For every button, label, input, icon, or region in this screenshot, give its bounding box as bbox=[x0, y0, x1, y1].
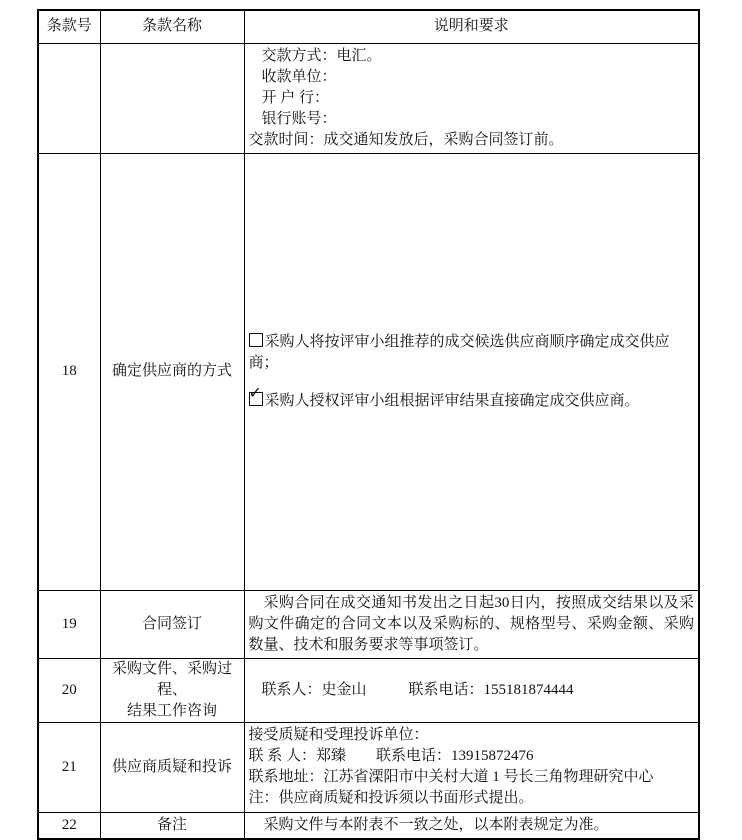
header-clause-no: 条款号 bbox=[38, 10, 100, 43]
complaint-address-line: 联系地址：江苏省溧阳市中关村大道 1 号长三角物理研究中心 bbox=[248, 769, 654, 785]
clause-desc-cell bbox=[244, 722, 699, 812]
table-row-22 bbox=[38, 812, 699, 839]
clause-name-cell: 合同签订 bbox=[100, 590, 244, 658]
remark-text: 采购文件与本附表不一致之处，以本附表规定为准。 bbox=[263, 816, 609, 833]
table-row-21 bbox=[38, 722, 699, 812]
header-clause-name: 条款名称 bbox=[100, 10, 244, 43]
contact-person: 联系人：史金山 bbox=[261, 681, 367, 698]
clause-no-cell: 19 bbox=[38, 590, 100, 658]
payment-method-line: 交款方式：电汇。 bbox=[261, 47, 382, 64]
checkbox-unchecked-icon bbox=[249, 333, 263, 347]
consult-contact-line bbox=[249, 680, 695, 701]
supplier-option-2 bbox=[248, 382, 695, 412]
supplier-option-1 bbox=[249, 332, 695, 374]
clause-name-line-2: 结果工作咨询 bbox=[126, 702, 217, 719]
clause-desc-cell bbox=[244, 812, 699, 839]
table-row-payment bbox=[38, 43, 699, 153]
clause-no-cell: 22 bbox=[38, 812, 100, 839]
table-row-19 bbox=[38, 590, 699, 658]
clause-name-cell: 确定供应商的方式 bbox=[100, 153, 244, 590]
clause-no-cell: 18 bbox=[38, 153, 100, 590]
complaint-contact-line: 联 系 人：郑臻 联系电话：13915872476 bbox=[248, 748, 534, 764]
table-row-20 bbox=[38, 658, 699, 722]
table-header-row bbox=[38, 10, 699, 43]
clause-name-cell bbox=[100, 658, 244, 722]
complaint-note-line: 注：供应商质疑和投诉须以书面形式提出。 bbox=[248, 790, 534, 806]
header-clause-desc: 说明和要求 bbox=[244, 10, 699, 43]
clause-desc-cell bbox=[244, 43, 699, 153]
clause-no-cell: 21 bbox=[38, 722, 100, 812]
clause-desc-cell bbox=[244, 153, 699, 590]
payee-unit-line: 收款单位： bbox=[261, 68, 337, 85]
clause-name-line-1: 采购文件、采购过程、 bbox=[111, 660, 232, 698]
clause-desc-cell bbox=[244, 590, 699, 658]
clause-name-cell: 供应商质疑和投诉 bbox=[100, 722, 244, 812]
clause-name-cell bbox=[100, 43, 244, 153]
clause-no-cell bbox=[38, 43, 100, 153]
table-row-18 bbox=[38, 153, 699, 590]
contract-signing-text: 采购合同在成交通知书发出之日起30日内，按照成交结果以及采购文件确定的合同文本以及采购标的、规格型号、采购金额、采购数量、技术和服务要求等事项签订。 bbox=[248, 594, 694, 653]
check-mark-icon: ✓ bbox=[248, 382, 262, 402]
option-text: 采购人授权评审小组根据评审结果直接确定成交供应商。 bbox=[264, 392, 640, 409]
option-text: 采购人将按评审小组推荐的成交候选供应商顺序确定成交供应商； bbox=[248, 333, 670, 371]
clause-desc-cell bbox=[244, 658, 699, 722]
clause-name-cell: 备注 bbox=[100, 812, 244, 839]
clause-no-cell: 20 bbox=[38, 658, 100, 722]
contact-phone: 联系电话：155181874444 bbox=[408, 681, 574, 698]
complaint-unit-line: 接受质疑和受理投诉单位： bbox=[248, 727, 429, 743]
payment-time-line: 交款时间：成交通知发放后，采购合同签订前。 bbox=[248, 131, 564, 148]
bank-account-line: 银行账号： bbox=[261, 110, 337, 127]
clauses-table bbox=[37, 9, 700, 840]
bank-name-line: 开 户 行： bbox=[261, 89, 330, 106]
checkbox-checked-icon bbox=[248, 382, 263, 406]
